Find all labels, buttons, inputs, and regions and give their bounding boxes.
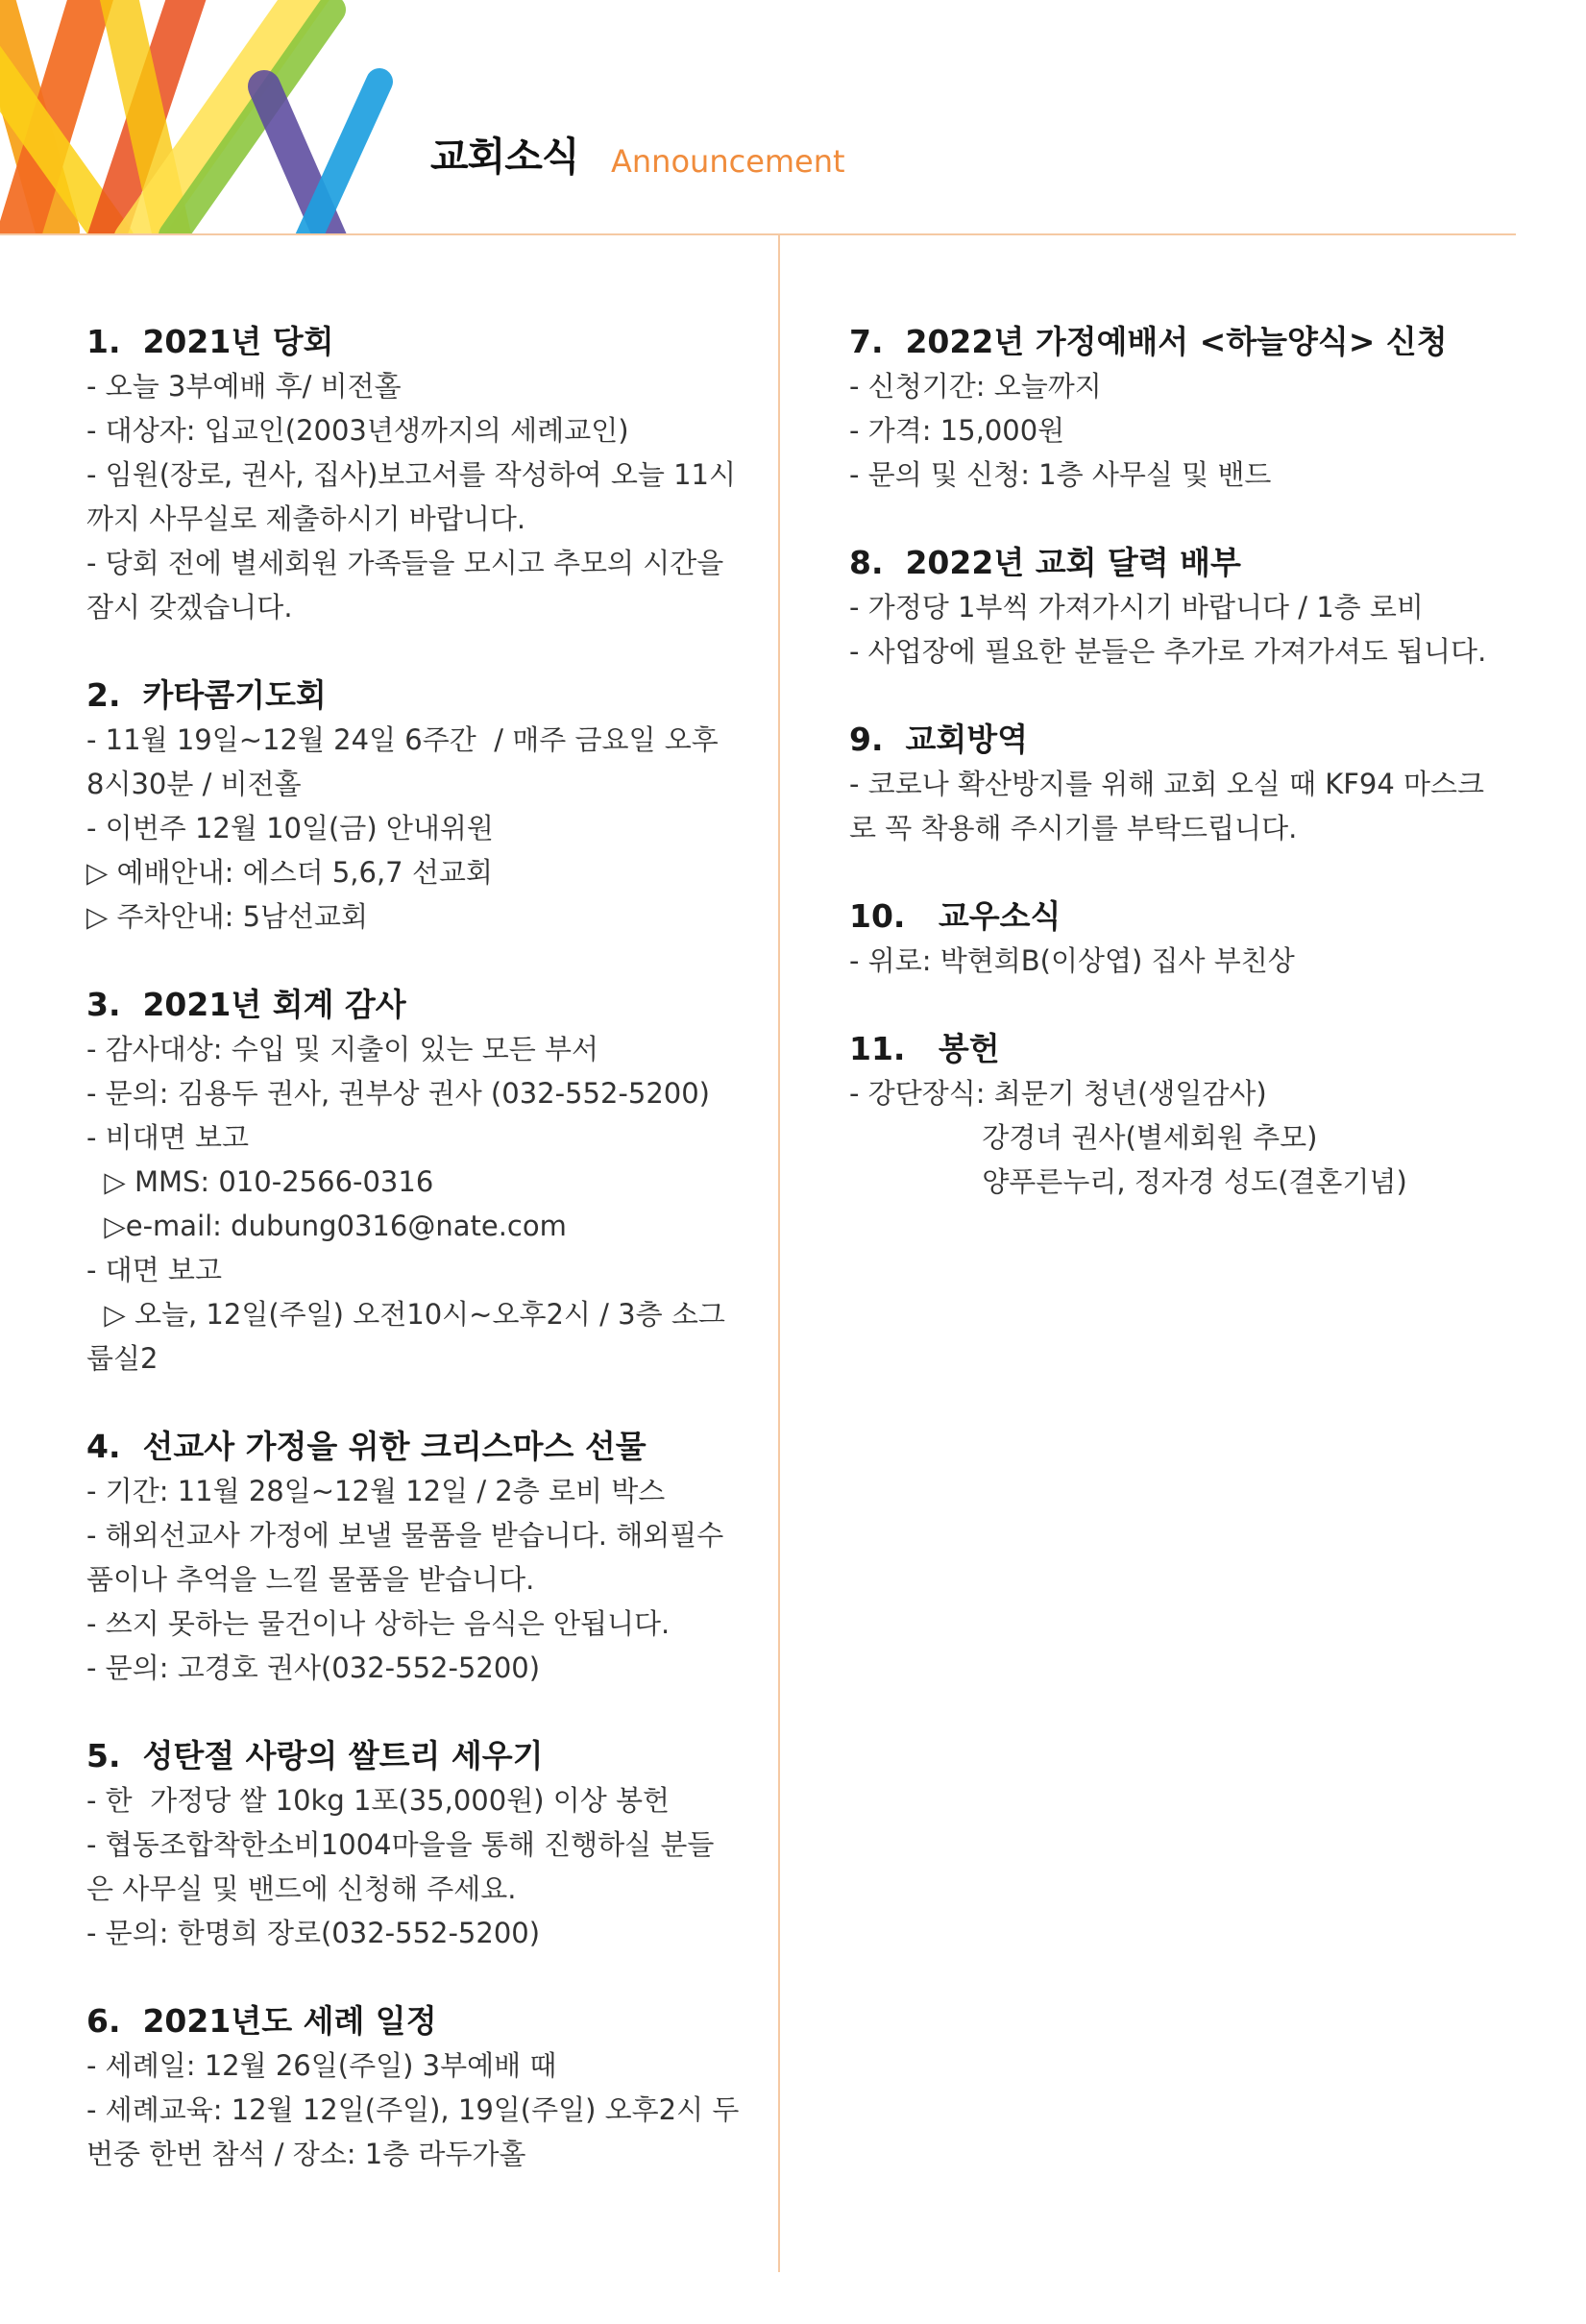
- section-line: - 11월 19일~12월 24일 6주간 / 매주 금요일 오후: [86, 723, 719, 756]
- section-title: 6. 2021년도 세례 일정: [86, 2002, 437, 2040]
- section-line: 8시30분 / 비전홀: [86, 768, 302, 800]
- section-line: - 신청기간: 오늘까지: [849, 370, 1102, 403]
- section-line: - 강단장식: 최문기 청년(생일감사): [849, 1077, 1267, 1110]
- section-line: - 협동조합착한소비1004마을을 통해 진행하실 분들: [86, 1828, 715, 1861]
- section-line: - 이번주 12월 10일(금) 안내위원: [86, 812, 494, 844]
- announcement-section: [86, 983, 759, 1381]
- section-line: 은 사무실 및 밴드에 신청해 주세요.: [86, 1872, 517, 1905]
- section-line: - 코로나 확산방지를 위해 교회 오실 때 KF94 마스크: [849, 768, 1485, 800]
- section-line: - 문의 및 신청: 1층 사무실 및 밴드: [849, 458, 1272, 491]
- announcement-section: [86, 1425, 759, 1690]
- header-logo: [0, 0, 403, 236]
- section-line: ▷e-mail: dubung0316@nate.com: [86, 1210, 567, 1242]
- section-line: - 오늘 3부예배 후/ 비전홀: [86, 370, 402, 403]
- section-line: - 해외선교사 가정에 보낼 물품을 받습니다. 해외필수: [86, 1519, 724, 1552]
- section-line: - 대면 보고: [86, 1254, 222, 1286]
- announcement-section: [849, 718, 1502, 850]
- section-title: 10. 교우소식: [849, 897, 1061, 935]
- section-line: - 가정당 1부씩 가져가시기 바랍니다 / 1층 로비: [849, 591, 1424, 624]
- section-title: 5. 성탄절 사랑의 쌀트리 세우기: [86, 1737, 544, 1774]
- section-line: 품이나 추억을 느낄 물품을 받습니다.: [86, 1563, 535, 1596]
- announcement-section: [849, 1027, 1502, 1204]
- page-title: 교회소식: [430, 134, 579, 180]
- section-line: 로 꼭 착용해 주시기를 부탁드립니다.: [849, 812, 1298, 844]
- section-line: ▷ MMS: 010-2566-0316: [86, 1165, 434, 1198]
- announcement-section: [86, 1734, 759, 1955]
- section-line: - 기간: 11월 28일~12월 12일 / 2층 로비 박스: [86, 1475, 666, 1507]
- section-line: 잠시 갖겠습니다.: [86, 591, 293, 624]
- section-line: - 사업장에 필요한 분들은 추가로 가져가셔도 됩니다.: [849, 635, 1487, 668]
- section-line: - 감사대상: 수입 및 지출이 있는 모든 부서: [86, 1033, 598, 1065]
- section-line: - 문의: 고경호 권사(032-552-5200): [86, 1651, 541, 1684]
- section-line: ▷ 예배안내: 에스더 5,6,7 선교회: [86, 856, 493, 889]
- section-line: 양푸른누리, 정자경 성도(결혼기념): [849, 1165, 1407, 1198]
- section-title: 3. 2021년 회계 감사: [86, 986, 406, 1023]
- announcement-section: [86, 320, 759, 629]
- section-title: 7. 2022년 가정예배서 <하늘양식> 신청: [849, 323, 1448, 360]
- announcement-section: [86, 673, 759, 939]
- section-line: 까지 사무실로 제출하시기 바랍니다.: [86, 502, 526, 535]
- section-title: 1. 2021년 당회: [86, 323, 334, 360]
- announcement-section: [86, 1999, 759, 2176]
- section-line: - 쓰지 못하는 물건이나 상하는 음식은 안됩니다.: [86, 1607, 671, 1640]
- section-line: - 비대면 보고: [86, 1121, 249, 1154]
- section-line: ▷ 오늘, 12일(주일) 오전10시~오후2시 / 3층 소그: [86, 1298, 725, 1331]
- announcement-section: [849, 541, 1502, 673]
- section-title: 4. 선교사 가정을 위한 크리스마스 선물: [86, 1428, 647, 1465]
- announcement-section: [849, 894, 1502, 983]
- section-line: - 가격: 15,000원: [849, 414, 1065, 447]
- section-line: - 당회 전에 별세회원 가족들을 모시고 추모의 시간을: [86, 547, 724, 579]
- section-line: - 문의: 김용두 권사, 권부상 권사 (032-552-5200): [86, 1077, 710, 1110]
- announcement-section: [849, 320, 1502, 497]
- page-subtitle: Announcement: [611, 143, 845, 180]
- section-line: - 임원(장로, 권사, 집사)보고서를 작성하여 오늘 11시: [86, 458, 737, 491]
- section-title: 11. 봉헌: [849, 1030, 1000, 1067]
- section-line: - 문의: 한명희 장로(032-552-5200): [86, 1917, 541, 1949]
- section-line: - 대상자: 입교인(2003년생까지의 세례교인): [86, 414, 629, 447]
- section-title: 2. 카타콤기도회: [86, 676, 327, 714]
- section-title: 8. 2022년 교회 달력 배부: [849, 544, 1241, 581]
- section-line: - 세례교육: 12월 12일(주일), 19일(주일) 오후2시 두: [86, 2093, 740, 2126]
- right-column: [849, 320, 1502, 1248]
- section-line: 강경녀 권사(별세회원 추모): [849, 1121, 1318, 1154]
- header-divider: [0, 233, 1516, 235]
- section-line: - 한 가정당 쌀 10kg 1포(35,000원) 이상 봉헌: [86, 1784, 671, 1817]
- section-line: - 세례일: 12월 26일(주일) 3부예배 때: [86, 2049, 557, 2082]
- section-line: 룹실2: [86, 1342, 159, 1375]
- section-line: - 위로: 박현희B(이상엽) 집사 부친상: [849, 944, 1295, 977]
- column-divider: [778, 235, 780, 2272]
- left-column: [86, 320, 759, 2220]
- section-line: ▷ 주차안내: 5남선교회: [86, 900, 369, 933]
- section-title: 9. 교회방역: [849, 721, 1028, 758]
- section-line: 번중 한번 참석 / 장소: 1층 라두가홀: [86, 2138, 526, 2170]
